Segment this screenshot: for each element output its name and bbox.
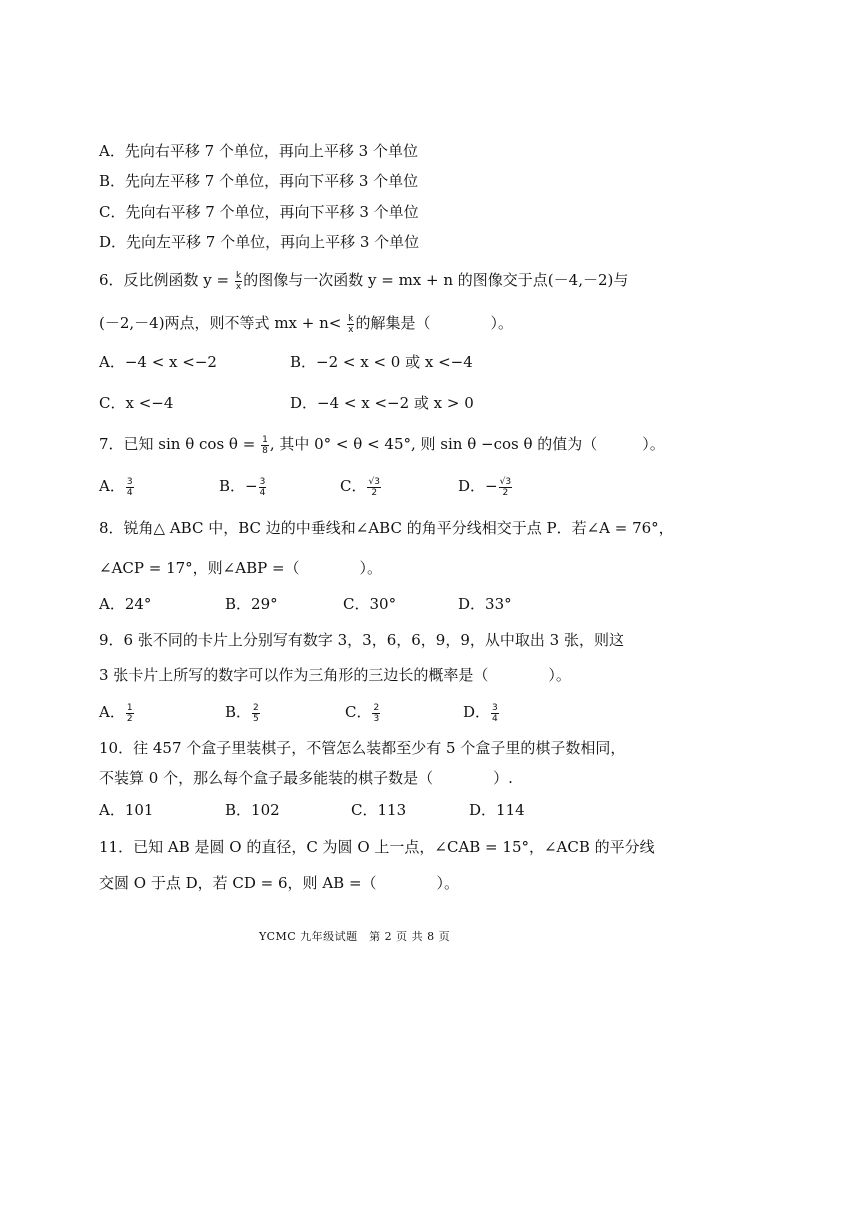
q8-option-a: A．24°: [99, 595, 152, 613]
q8-line2: ∠ACP = 17°，则∠ABP =（ ）。: [99, 559, 383, 577]
q7-option-a: A． $\frac{3}{4}$: [99, 476, 133, 498]
q7-option-c: C． $\frac{√3}{2}$: [340, 476, 380, 498]
q5-option-c: C．先向右平移 7 个单位，再向下平移 3 个单位: [99, 203, 419, 221]
q9-option-a: A． $\frac{1}{2}$: [99, 702, 133, 724]
q5-option-d: D．先向左平移 7 个单位，再向上平移 3 个单位: [99, 233, 420, 251]
page-footer: YCMC 九年级试题 第 2 页 共 8 页: [259, 930, 451, 943]
q7-option-d: D．− $\frac{√3}{2}$: [458, 476, 512, 498]
q6-line1: 6．反比例函数 y = $\frac{k}{x}$ 的图像与一次函数 y = mx + n 的图像交于点(－4,－2)与: [99, 270, 629, 292]
q10-option-b: B．102: [225, 801, 280, 819]
q9-option-c: C． $\frac{2}{3}$: [345, 702, 380, 724]
q6-fraction-k-over-x-2: $\frac{k}{x}$: [348, 313, 354, 335]
q10-line1: 10．往 457 个盒子里装棋子，不管怎么装都至少有 5 个盒子里的棋子数相同，: [99, 739, 626, 757]
q7-fraction-one-eighth: $\frac{1}{8}$: [262, 434, 268, 456]
q5-option-b: B．先向左平移 7 个单位，再向下平移 3 个单位: [99, 172, 419, 190]
q9-line2: 3 张卡片上所写的数字可以作为三角形的三边长的概率是（ ）。: [99, 666, 571, 684]
q9-option-b: B． $\frac{2}{5}$: [225, 702, 259, 724]
q6-option-a: A．−4 < x <−2: [99, 353, 217, 371]
q6-option-b: B．−2 < x < 0 或 x <−4: [290, 353, 473, 371]
q9-line1: 9．6 张不同的卡片上分别写有数字 3，3，6，6，9，9，从中取出 3 张，则这: [99, 631, 624, 649]
q7-stem: 7．已知 sin θ cos θ = $\frac{1}{8}$ , 其中 0° < θ < 45°, 则 sin θ −cos θ 的值为（ ）。: [99, 434, 665, 456]
q10-option-d: D．114: [469, 801, 525, 819]
q11-line1: 11．已知 AB 是圆 O 的直径，C 为圆 O 上一点，∠CAB = 15°，∠ACB 的平分线: [99, 838, 655, 856]
q8-line1: 8．锐角△ ABC 中，BC 边的中垂线和∠ABC 的角平分线相交于点 P．若∠A = 76°，: [99, 519, 674, 537]
q6-fraction-k-over-x: $\frac{k}{x}$: [235, 270, 242, 292]
q5-option-a: A．先向右平移 7 个单位，再向上平移 3 个单位: [99, 142, 418, 160]
q8-option-c: C．30°: [343, 595, 397, 613]
q8-option-d: D．33°: [458, 595, 512, 613]
q7-option-b: B．− $\frac{3}{4}$: [219, 476, 266, 498]
q9-option-d: D． $\frac{3}{4}$: [463, 702, 498, 724]
q10-option-c: C．113: [351, 801, 407, 819]
q6-line2: (－2,－4)两点，则不等式 mx + n< $\frac{k}{x}$ 的解集是（ ）。: [99, 313, 513, 335]
q8-option-b: B．29°: [225, 595, 278, 613]
q10-option-a: A．101: [99, 801, 154, 819]
q11-line2: 交圆 O 于点 D，若 CD = 6，则 AB =（ ）。: [99, 874, 460, 892]
q6-option-d: D．−4 < x <−2 或 x > 0: [290, 394, 474, 412]
q6-option-c: C．x <−4: [99, 394, 174, 412]
q10-line2: 不装算 0 个，那么每个盒子最多能装的棋子数是（ ）.: [99, 769, 513, 787]
